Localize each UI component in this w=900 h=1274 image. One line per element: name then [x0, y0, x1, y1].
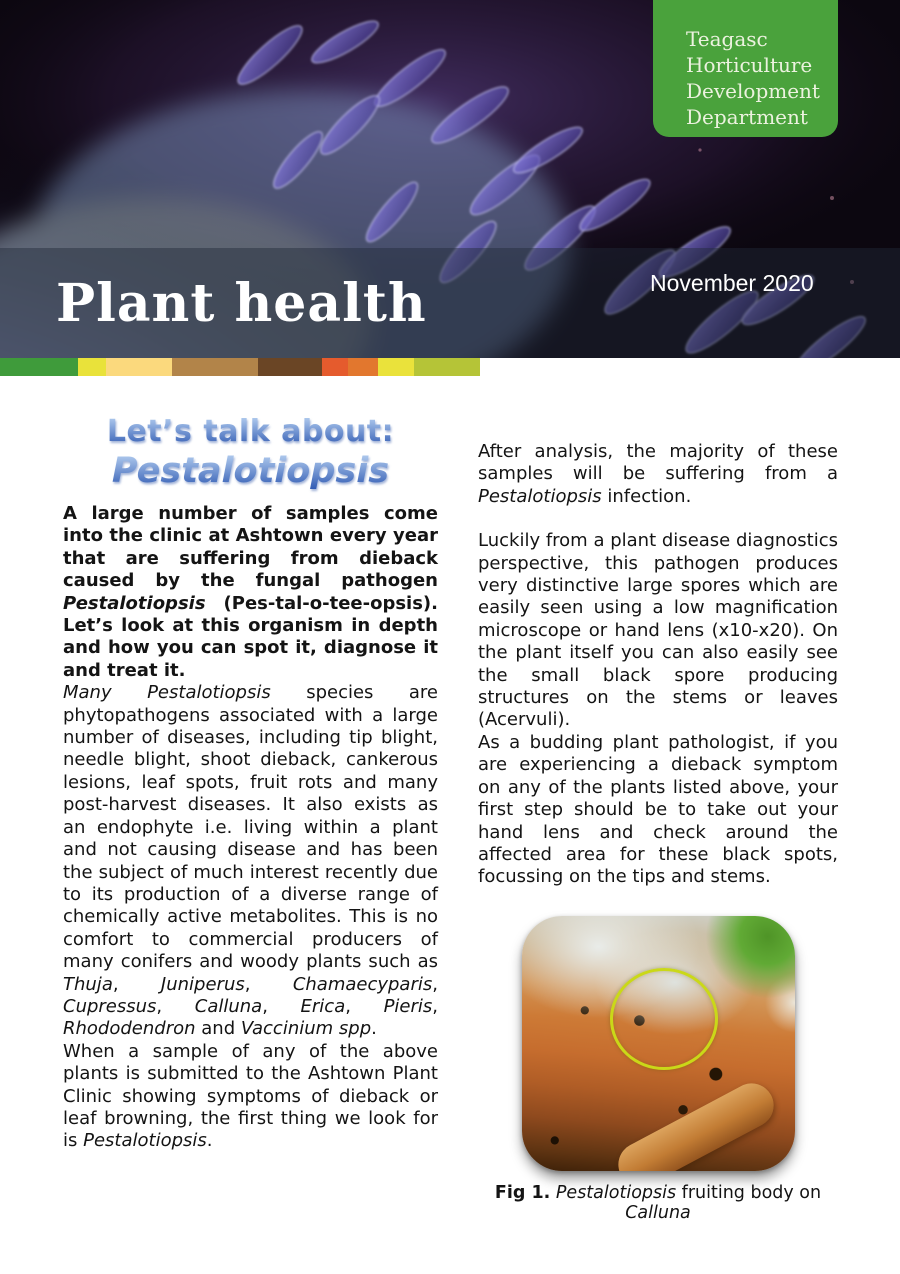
figure-1 [478, 916, 838, 1223]
article-heading [63, 414, 438, 491]
figure-photo-pestalotiopsis-on-calluna [522, 916, 795, 1171]
text-segment: and [195, 1018, 241, 1040]
text-segment: Vaccinium spp [240, 1018, 372, 1040]
left-column-text [63, 503, 438, 1153]
text-segment: , [156, 995, 195, 1017]
text-segment: . [206, 1130, 213, 1152]
stripe-segment [414, 358, 480, 376]
text-segment: (Pes-tal-o-tee-opsis). Let’s look at this organism in depth and how you can spot it, diagnose it and treat it. [63, 592, 438, 681]
text-segment: fruiting body on [676, 1182, 822, 1203]
text-segment: infection. [601, 485, 692, 507]
stripe-segment [172, 358, 258, 376]
brand-colour-stripe [0, 358, 480, 376]
header-banner [0, 0, 900, 358]
text-segment: Erica [300, 995, 346, 1017]
text-segment: Fig 1. [494, 1182, 551, 1203]
page-title: Plant health [56, 272, 427, 334]
left-column [63, 414, 438, 1223]
text-segment: , [244, 973, 293, 995]
right-column [478, 414, 838, 1223]
text-segment: As a budding plant pathologist, if you are experiencing a dieback symptom on any of the plants listed above, your first step should be to take out your hand lens and check around the affected area for these black spots, focussing on the tips and stems. [478, 731, 838, 888]
text-segment: Pestalotiopsis [555, 1182, 677, 1203]
text-segment: Thuja [63, 973, 113, 995]
text-segment: , [432, 995, 439, 1017]
stripe-segment [348, 358, 378, 376]
stripe-segment [78, 358, 106, 376]
photo-branch-shape [610, 1075, 781, 1170]
stripe-segment [322, 358, 348, 376]
teagasc-brand-box: Teagasc Horticulture Development Department [653, 0, 838, 137]
paragraph [478, 732, 838, 889]
text-segment: species are phytopathogens associated with a large number of diseases, including tip blight, needle blight, shoot dieback, cankerous lesions, leaf spots, fruit rots and many post-harvest diseases. It also exists as an endophyte i.e. living within a plant and not causing disease and has been the subject of much interest recently due to its production of a diverse range of chemically active metabolites. This is no comfort to commercial producers of many conifers and woody plants such as [63, 682, 438, 973]
text-segment: , [432, 973, 438, 995]
text-segment: When a sample of any of the above plants is submitted to the Ashtown Plant Clinic showing symptoms of dieback or leaf browning, the first thing we look for is [63, 1040, 438, 1152]
text-segment: Rhododendron [63, 1018, 196, 1040]
paragraph [63, 503, 438, 682]
text-segment: , [262, 995, 301, 1017]
text-segment: Pestalotiopsis [83, 1130, 207, 1152]
stripe-segment [0, 358, 78, 376]
text-segment: Pestalotiopsis [63, 592, 206, 614]
photo-highlight-circle [610, 968, 718, 1070]
text-segment: Pestalotiopsis [478, 485, 602, 507]
paragraph [478, 530, 838, 732]
text-segment: Calluna [625, 1202, 691, 1223]
text-segment: Pieris [383, 995, 433, 1017]
article-body [0, 376, 900, 1223]
paragraph [478, 441, 838, 508]
text-segment: Luckily from a plant disease diagnostics perspective, this pathogen produces very distinctive large spores which are easily seen using a low magnification microscope or hand lens (x10-x20). On the plant itself you can also easily see the small black spore producing structures on the stems or leaves (Acervuli). [478, 530, 838, 731]
figure-caption [478, 1183, 838, 1223]
paragraph [63, 682, 438, 1041]
text-segment: A large number of samples come into the clinic at Ashtown every year that are suffering from dieback caused by the fungal pathogen [63, 503, 438, 592]
heading-line-2: Pestalotiopsis [111, 451, 390, 491]
text-segment: , [112, 973, 161, 995]
text-segment: Chamaecyparis [292, 973, 433, 995]
text-segment: Many Pestalotiopsis [63, 682, 271, 704]
paragraph [63, 1041, 438, 1153]
issue-date: November 2020 [650, 270, 814, 296]
right-column-text [478, 441, 838, 889]
text-segment: , [345, 995, 384, 1017]
title-band [0, 248, 900, 358]
text-segment: Calluna [194, 995, 263, 1017]
stripe-segment [106, 358, 172, 376]
text-segment: Cupressus [63, 995, 157, 1017]
text-segment: . [371, 1018, 377, 1040]
text-segment: Juniperus [160, 973, 245, 995]
heading-line-1: Let’s talk about: [106, 414, 395, 449]
text-segment: After analysis, the majority of these samples will be suffering from a [478, 441, 838, 485]
stripe-segment [258, 358, 322, 376]
stripe-segment [378, 358, 414, 376]
